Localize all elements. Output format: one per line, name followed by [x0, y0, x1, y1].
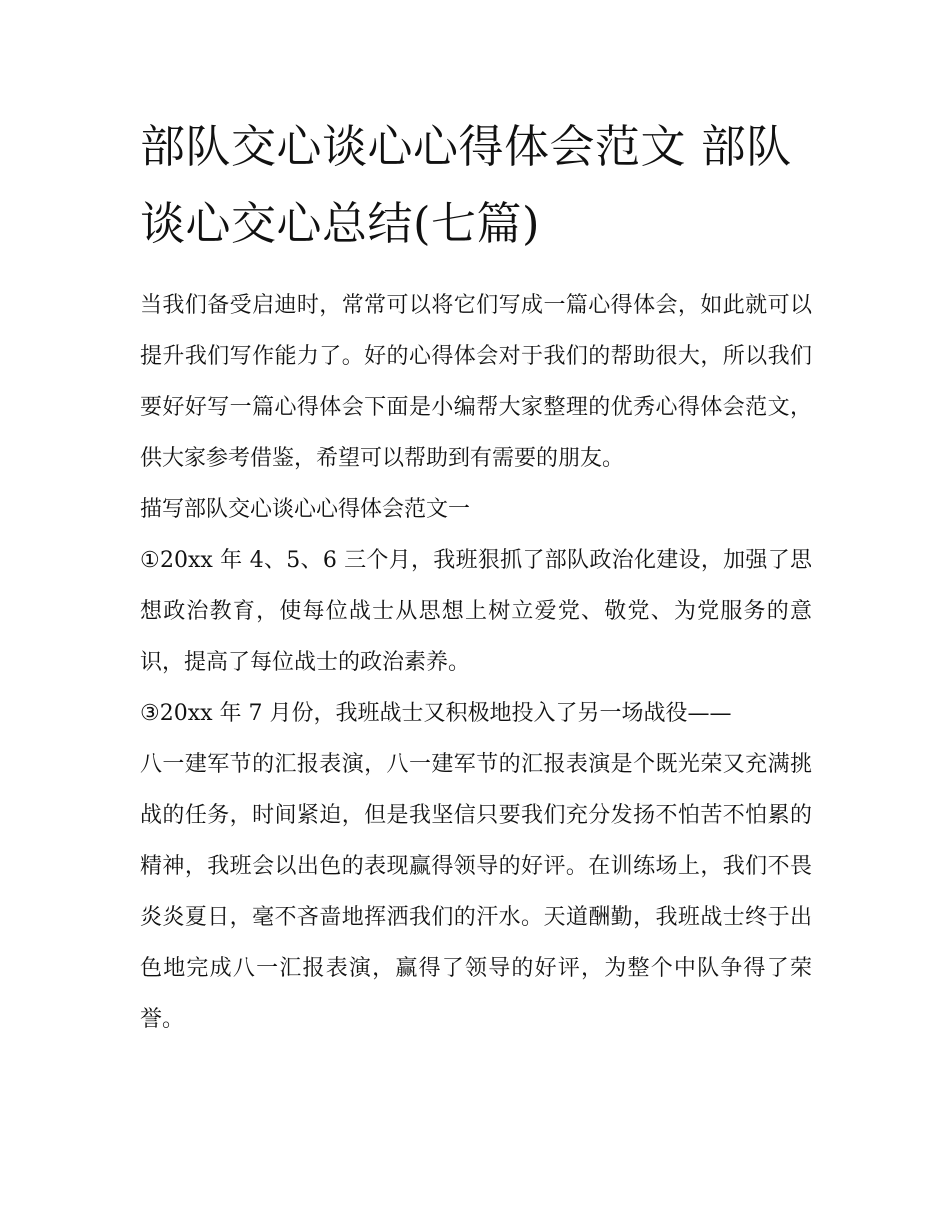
- body-paragraph: ①20xx 年 4、5、6 三个月，我班狠抓了部队政治化建设，加强了思想政治教育，使每位战士从思想上树立爱党、敬党、为党服务的意识，提高了每位战士的政治素养。: [140, 548, 812, 675]
- document-title: 部队交心谈心心得体会范文 部队谈心交心总结(七篇): [140, 120, 792, 250]
- intro-paragraph: 当我们备受启迪时，常常可以将它们写成一篇心得体会，如此就可以提升我们写作能力了。好的心得体会对于我们的帮助很大，所以我们要好好写一篇心得体会下面是小编帮大家整理的优秀心得体会范文，供大家参考借鉴，希望可以帮助到有需要的朋友。: [140, 293, 812, 471]
- document-page: [140, 108, 812, 1045]
- body-paragraph: 八一建军节的汇报表演，八一建军节的汇报表演是个既光荣又充满挑战的任务，时间紧迫，但是我坚信只要我们充分发扬不怕苦不怕累的精神，我班会以出色的表现赢得领导的好评。在训练场上，我们不畏炎炎夏日，毫不吝啬地挥洒我们的汗水。天道酬勤，我班战士终于出色地完成八一汇报表演，赢得了领导的好评，为整个中队争得了荣誉。: [140, 752, 812, 1032]
- body-paragraph: ③20xx 年 7 月份，我班战士又积极地投入了另一场战役——: [140, 701, 732, 726]
- document-body: [140, 280, 812, 1045]
- section-heading: 描写部队交心谈心心得体会范文一: [140, 497, 471, 522]
